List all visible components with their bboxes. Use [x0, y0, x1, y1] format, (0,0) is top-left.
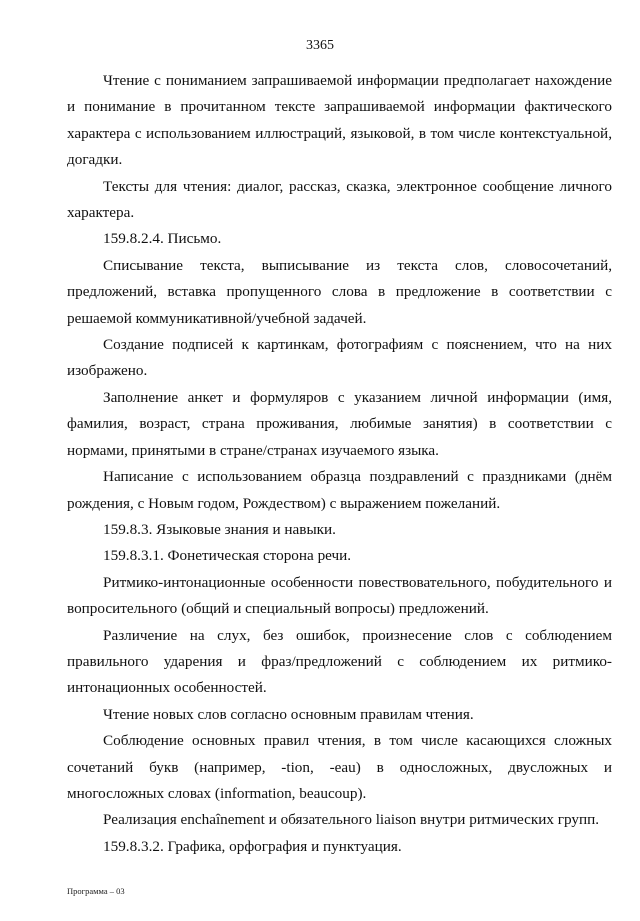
- paragraph-reading-texts: Тексты для чтения: диалог, рассказ, сказка, электронное сообщение личного характера.: [67, 177, 612, 222]
- section-heading-writing: 159.8.2.4. Письмо.: [103, 230, 222, 248]
- paragraph-reading-comprehension: Чтение с пониманием запрашиваемой информации предполагает нахождение и понимание в прочитанном тексте запрашиваемой информации фактического характера с использованием иллюстраций, языковой, в том числе контекстуальной, догадки.: [67, 72, 612, 169]
- section-heading-phonetics: 159.8.3.1. Фонетическая сторона речи.: [103, 547, 352, 565]
- paragraph-forms: Заполнение анкет и формуляров с указанием личной информации (имя, фамилия, возраст, страна проживания, любимые занятия) в соответствии с нормами, принятыми в стране/странах изучаемого языка.: [67, 388, 612, 459]
- paragraph-liaison: Реализация enchaînement и обязательного liaison внутри ритмических групп.: [103, 811, 599, 829]
- paragraph-reading-new-words: Чтение новых слов согласно основным правилам чтения.: [103, 705, 474, 723]
- document-body: [67, 68, 612, 860]
- page-number: 3365: [306, 38, 334, 53]
- page-footer: Программа – 03: [67, 886, 125, 896]
- section-heading-language-skills: 159.8.3. Языковые знания и навыки.: [103, 520, 336, 538]
- paragraph-intonation: Ритмико-интонационные особенности повествовательного, побудительного и вопросительного (общий и специальный вопросы) предложений.: [67, 573, 612, 618]
- paragraph-greetings: Написание с использованием образца поздравлений с праздниками (днём рождения, с Новым годом, Рождеством) с выражением пожеланий.: [67, 468, 612, 512]
- paragraph-listening: Различение на слух, без ошибок, произнесение слов с соблюдением правильного ударения и фраз/предложений с соблюдением их ритмико-интонационных особенностей.: [67, 626, 612, 697]
- paragraph-copying: Списывание текста, выписывание из текста слов, словосочетаний, предложений, вставка пропущенного слова в предложение в соответствии с решаемой коммуникативной/учебной задачей.: [67, 256, 612, 327]
- paragraph-reading-rules: Соблюдение основных правил чтения, в том числе касающихся сложных сочетаний букв (например, -tion, -eau) в односложных, двусложных и многосложных словах (information, beaucoup).: [67, 732, 612, 802]
- section-heading-graphics: 159.8.3.2. Графика, орфография и пунктуация.: [103, 837, 402, 855]
- paragraph-captions: Создание подписей к картинкам, фотографиям с пояснением, что на них изображено.: [67, 336, 612, 380]
